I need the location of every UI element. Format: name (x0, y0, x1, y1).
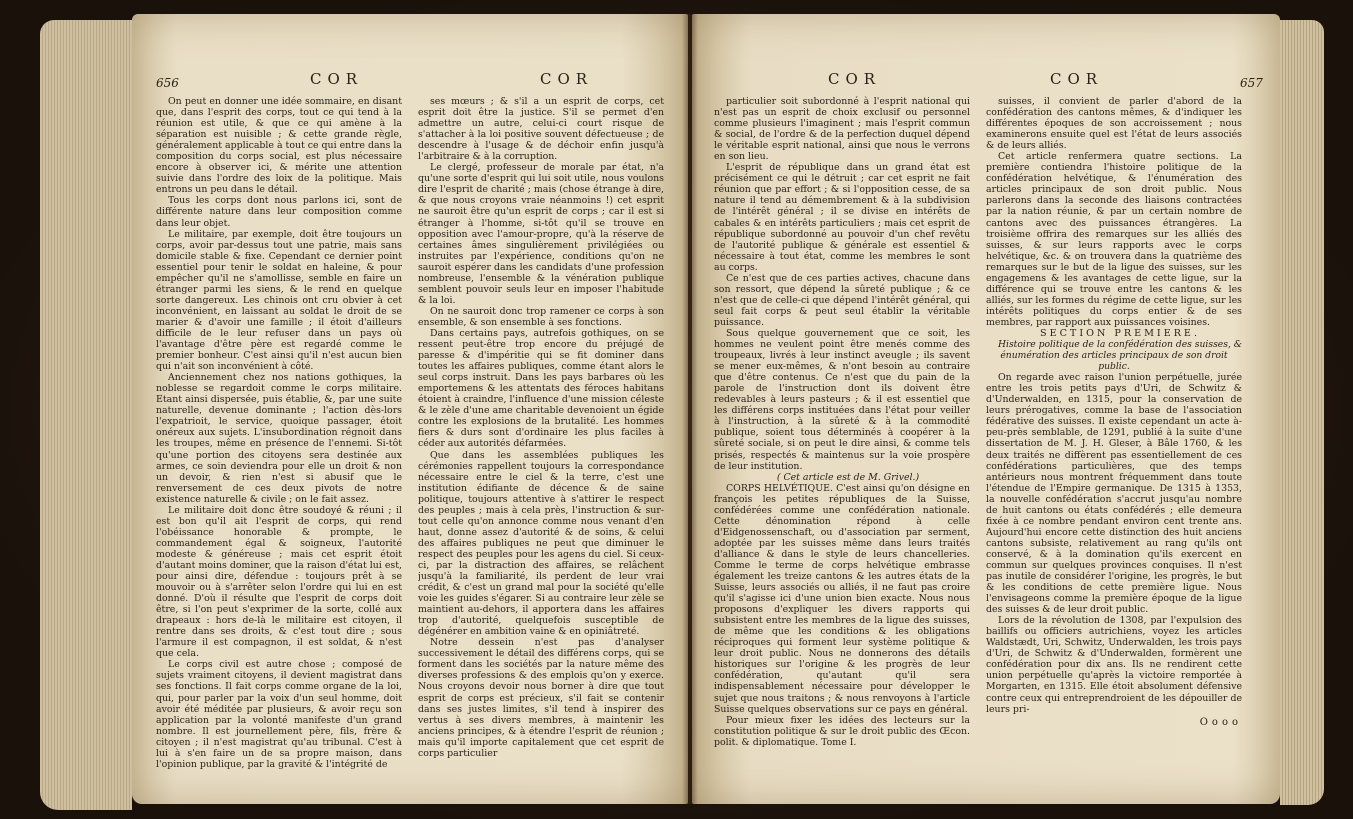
paragraph: On peut en donner une idée sommaire, en disant que, dans l'esprit des corps, tout ce qui tend à la réunion est utile, & que ce qui amène à la séparation est nuisible ; & cette grande règle, généralement applicable à tout ce qui entre dans la composition du corps social, est plus nécessaire encore à observer ici, & mérite une attention suivie dans l'ordre des loix de la politique. Mais entrons un peu dans le détail. (156, 96, 402, 196)
left-page (132, 14, 688, 804)
entry-heading-paragraph: CORPS HELVÉTIQUE. C'est ainsi qu'on désigne en françois les petites républiques de la Suisse, confédérées comme une confédération nationale. Cette dénomination répond à celle d'Eidgenossenschaft, ou d'association par serment, adoptée par les suisses même dans leurs traités d'alliance & dans le style de leurs chancelleries. Comme le terme de corps helvétique embrasse également les treize cantons & les autres états de la Suisse, leurs associés ou alliés, il ne faut pas croire qu'il s'agisse ici d'une union bien exacte. Nous nous proposons d'expliquer les divers rapports qui subsistent entre les membres de la ligue des suisses, de même que les conditions & les obligations réciproques qui forment leur système politique & leur droit public. Nous ne donnerons des détails historiques sur l'origine & les progrès de leur confédération, qu'autant qu'il sera indispensablement nécessaire pour développer le sujet que nous traitons ; & nous renvoyons à l'article Suisse quelques observations sur ce pays en général. (714, 482, 970, 715)
section-title: SECTION PREMIERE. (1040, 327, 1200, 339)
running-head-left-2: COR (540, 70, 594, 88)
running-head-right-2: COR (1050, 70, 1104, 88)
paragraph: particulier soit subordonné à l'esprit national qui n'est pas un esprit de choix exclusif ou personnel comme plusieurs l'imaginent ; mais l'esprit commun & social, de l'ordre & de la perfection duquel dépend le véritable esprit national, ainsi que nous le verrons en son lieu. (714, 96, 970, 163)
paragraph: Cet article renfermera quatre sections. La première contiendra l'histoire politique de la confédération helvétique, & l'énumération des articles principaux de son droit public. Nous parlerons dans la seconde des liaisons contractées par la nation réunie, & par un certain nombre de cantons avec des puissances étrangères. La troisième offrira des remarques sur les alliés des suisses, & sur leurs rapports avec le corps helvétique, &c. & on trouvera dans la quatrième des remarques sur le but de la ligue des suisses, sur les engagemens & les avantages de cette ligue, sur la différence qui se trouve entre les cantons & les alliés, sur les formes du régime de cette ligue, sur les intérêts politiques du corps entier & de ses membres, par rapport aux puissances voisines. (986, 151, 1242, 328)
paragraph: Dans certains pays, autrefois gothiques, on se ressent peut-être trop encore du préjugé de paresse & d'impéritie qui se fit dominer dans toutes les affaires publiques, comme étant alors le seul corps instruit. Dans les pays barbares où les emportemens & les attentats des féroces habitans étoient à craindre, l'influence d'une mission céleste & le zèle d'une ame charitable devenoient un égide contre les explosions de la brutalité. Les hommes fiers & durs sont d'ordinaire les plus faciles à céder aux autorités défarmées. (418, 327, 664, 450)
right-column-1 (714, 96, 970, 790)
paragraph: L'esprit de république dans un grand état est précisément ce qui le détruit ; car cet esprit ne fait réunion que par effort ; & si l'opposition cesse, de sa nature il tend au démembrement & à la subdivision de l'intérêt général ; il se divise en intérêts de cabales & en intérêts particuliers ; mais cet esprit de république subordonné au pouvoir d'un chef revêtu de l'autorité publique & générale est essentiel & nécessaire à tout état, comme les membres le sont au corps. (714, 162, 970, 273)
left-column-1 (156, 96, 402, 790)
page-edges-right (1280, 20, 1324, 805)
paragraph: Ce n'est que de ces parties actives, chacune dans son ressort, que dépend la sûreté publique ; & ce n'est que de celle-ci que dépend l'intérêt général, qui seul fait corps & peut seul établir la véritable puissance. (714, 272, 970, 328)
paragraph: Tous les corps dont nous parlons ici, sont de différente nature dans leur composition comme dans leur objet. (156, 195, 402, 229)
book-gutter (682, 14, 698, 804)
paragraph: ses mœurs ; & s'il a un esprit de corps, cet esprit doit être la justice. S'il se permet d'en admettre un autre, celui-ci court risque de s'attacher à la loi positive souvent défectueuse ; de descendre à l'usage & de déchoir enfin jusqu'à l'arbitraire & à la corruption. (418, 96, 664, 163)
paragraph: Que dans les assemblées publiques les cérémonies rappellent toujours la correspondance nécessaire entre le ciel & la terre, c'est une institution édifiante de décence & de saine politique, toujours attentive à s'attirer le respect des peuples ; mais à cela près, l'instruction & sur-tout celle qu'on annonce comme nous venant d'en haut, donne assez d'autorité & de soins, & celui des affaires publiques ne peut que diminuer le respect des peuples pour les agens du ciel. Si ceux-ci, par la distraction des affaires, se relâchent jusqu'à la familiarité, ils perdent de leur vrai crédit, & c'est un grand mal pour la société qu'elle voie les guides s'égarer. Si au contraire leur zèle se maintient au-dehors, il apportera dans les affaires trop d'autorité, quelquefois susceptible de dégénérer en ambition vaine & en opiniâtreté. (418, 449, 664, 638)
paragraph: Le clergé, professeur de morale par état, n'a qu'une sorte d'esprit qui lui soit utile, nous voulons dire l'esprit de charité ; mais (chose étrange à dire, & que nous croyons vraie néanmoins !) cet esprit ne sauroit être qu'un esprit de corps ; car il est si étranger à l'homme, si-tôt qu'il se trouve en opposition avec l'amour-propre, qu'à la réserve de certaines âmes singulièrement privilégiées ou instruites par l'expérience, conditions qu'on ne sauroit espérer dans les candidats d'une profession nombreuse, l'ensemble & la vénération publique semblent pouvoir seuls leur en imposer l'habitude & la loi. (418, 162, 664, 306)
right-column-2 (986, 96, 1242, 790)
paragraph: On regarde avec raison l'union perpétuelle, jurée entre les trois petits pays d'Uri, de Schwitz & d'Underwalden, en 1315, pour la conservation de leurs prérogatives, comme la base de l'association fédérative des suisses. Il existe cependant un acte à-peu-près semblable, de 1291, publié à la suite d'une dissertation de M. J. H. Gleser, à Bâle 1760, & les deux traités ne diffèrent pas essentiellement de ces confédérations particulières, que des temps antérieurs nous montrent fréquemment dans toute l'étendue de l'Empire germanique. De 1315 à 1353, la nouvelle confédération s'accrut jusqu'au nombre de huit cantons ou états confédérés ; elle demeura fixée à ce nombre pendant environ cent trente ans. Aujourd'hui encore cette distinction des huit anciens cantons subsiste, relativement au rang qu'ils ont conservé, & à la domination qu'ils exercent en commun sur quelques provinces conquises. Il n'est pas inutile de considérer l'origine, les progrès, le but & les conditions de cette première ligue. Nous l'envisageons comme la première époque de la ligue des suisses & de leur droit public. (986, 372, 1242, 616)
paragraph: Le militaire doit donc être soudoyé & réuni ; il est bon qu'il ait l'esprit de corps, qui rend l'obéissance honorable & prompte, le commandement égal & soigneux, l'autorité modeste & généreuse ; mais cet esprit étoit d'autant moins dominer, que la raison d'état lui est, pour ainsi dire, défendue : toujours prêt à se mouvoir ou à s'arrêter selon l'ordre qui lui en est donné. D'où il résulte que l'esprit de corps doit être, si l'on peut s'exprimer de la sorte, collé aux drapeaux : hors de-là le militaire est citoyen, il rentre dans ses droits, & c'est tout dire ; sous l'armure il est compagnon, il est soldat, & n'est que cela. (156, 504, 402, 660)
signature-mark: Oooo (1199, 716, 1242, 728)
paragraph: Pour mieux fixer les idées des lecteurs sur la constitution politique & sur le droit public des Œcon. polit. & diplomatique. Tome I. (714, 714, 970, 748)
paragraph: Anciennement chez nos nations gothiques, la noblesse se regardoit comme le corps militaire. Etant ainsi dispersée, puis établie, &, par une suite naturelle, devenue dominante ; l'action dès-lors l'expatrioit, le service, quoique passager, étoit onéreux aux sujets. L'insubordination régnoit dans les troupes, même en présence de l'ennemi. Si-tôt qu'une portion des citoyens sera destinée aux armes, ce soin deviendra pour elle un droit & non un devoir, & rien n'est si abusif que le renversement de ces deux pivots de notre existence naturelle & civile ; on le fait assez. (156, 372, 402, 505)
right-page (692, 14, 1280, 804)
paragraph: Lors de la révolution de 1308, par l'expulsion des baillifs ou officiers autrichiens, voyez les articles Waldstædt, Uri, Schwitz, Underwalden, les trois pays d'Uri, de Schwitz & d'Underwalden, formèrent une confédération pour dix ans. Ils ne rendirent cette union perpétuelle qu'après la victoire remportée à Morgarten, en 1315. Elle étoit absolument défensive contre ceux qui entreprendroient de les dépouiller de leurs pri- (986, 615, 1242, 715)
paragraph: Le militaire, par exemple, doit être toujours un corps, avoir par-dessus tout une patrie, mais sans domicile stable & fixe. Cependant ce dernier point essentiel pour tenir le soldat en haleine, & pour empêcher qu'il ne s'amollisse, semble en faire un étranger parmi les siens, & le rend en quelque sorte dangereux. Les chinois ont cru obvier à cet inconvénient, en laissant au soldat le droit de se marier & d'avoir une famille ; il étoit d'ailleurs difficile de le leur refuser dans un pays où l'avantage d'être père est regardé comme le premier bonheur. C'est ainsi qu'il n'est aucun bien qui n'ait son inconvénient à côté. (156, 228, 402, 373)
paragraph: Notre dessein n'est pas d'analyser successivement le détail des différens corps, qui se forment dans les sociétés par la nature même des diverses professions & des emplois qu'on y exerce. Nous croyons devoir nous borner à dire que tout esprit de corps est précieux, s'il fait se contenir dans ses justes limites, s'il tend à inspirer des vertus à ses divers membres, à maintenir les anciens principes, & à étendre l'esprit de réunion ; mais qu'il importe capitalement que cet esprit de corps particulier (418, 637, 664, 759)
section-subtitle: Histoire politique de la confédération des suisses, & énumération des articles principaux de son droit public. (998, 339, 1242, 373)
article-attribution: ( Cet article est de M. Grivel.) (776, 471, 920, 483)
paragraph: Le corps civil est autre chose ; composé de sujets vraiment citoyens, il devient magistrat dans ses fonctions. Il fait corps comme organe de la loi, qui, pour parler par la voix d'un seul homme, doit avoir été méditée par plusieurs, & avoir reçu son application par la volonté manifeste d'un grand nombre. Il est journellement père, fils, frère & citoyen ; il n'est magistrat qu'au tribunal. C'est à lui à s'en faire un de sa propre maison, dans l'opinion publique, par la gravité & l'intégrité de (156, 659, 402, 770)
running-head-left-1: COR (310, 70, 364, 88)
running-head-right-1: COR (828, 70, 882, 88)
page-number-right: 657 (1240, 76, 1263, 90)
paragraph: Sous quelque gouvernement que ce soit, les hommes ne veulent point être menés comme des troupeaux, livrés à leur instinct aveugle ; ils savent se mener eux-mêmes, & n'ont besoin au contraire que d'être contenus. Ce n'est que du pain de la parole de l'instruction dont ils doivent être redevables à leurs pasteurs ; & il est essentiel que les différens corps instituées dans l'état pour veiller à l'instruction, à la sûreté & à la commodité publique, soient tous déterminés à coopérer à la sûreté sociale, si on peut le dire ainsi, & comme tels prisés, respectés & maintenus sur la voie prospère de leur institution. (714, 327, 970, 472)
page-edges-left (40, 20, 132, 810)
page-number-left: 656 (156, 76, 179, 90)
left-column-2 (418, 96, 664, 790)
paragraph: suisses, il convient de parler d'abord de la confédération des cantons mêmes, & d'indiquer les différentes époques de son accroissement ; nous examinerons ensuite quel est l'état de leurs associés & de leurs alliés. (986, 96, 1242, 152)
paragraph: On ne sauroit donc trop ramener ce corps à son ensemble, & son ensemble à ses fonctions. (418, 305, 664, 328)
